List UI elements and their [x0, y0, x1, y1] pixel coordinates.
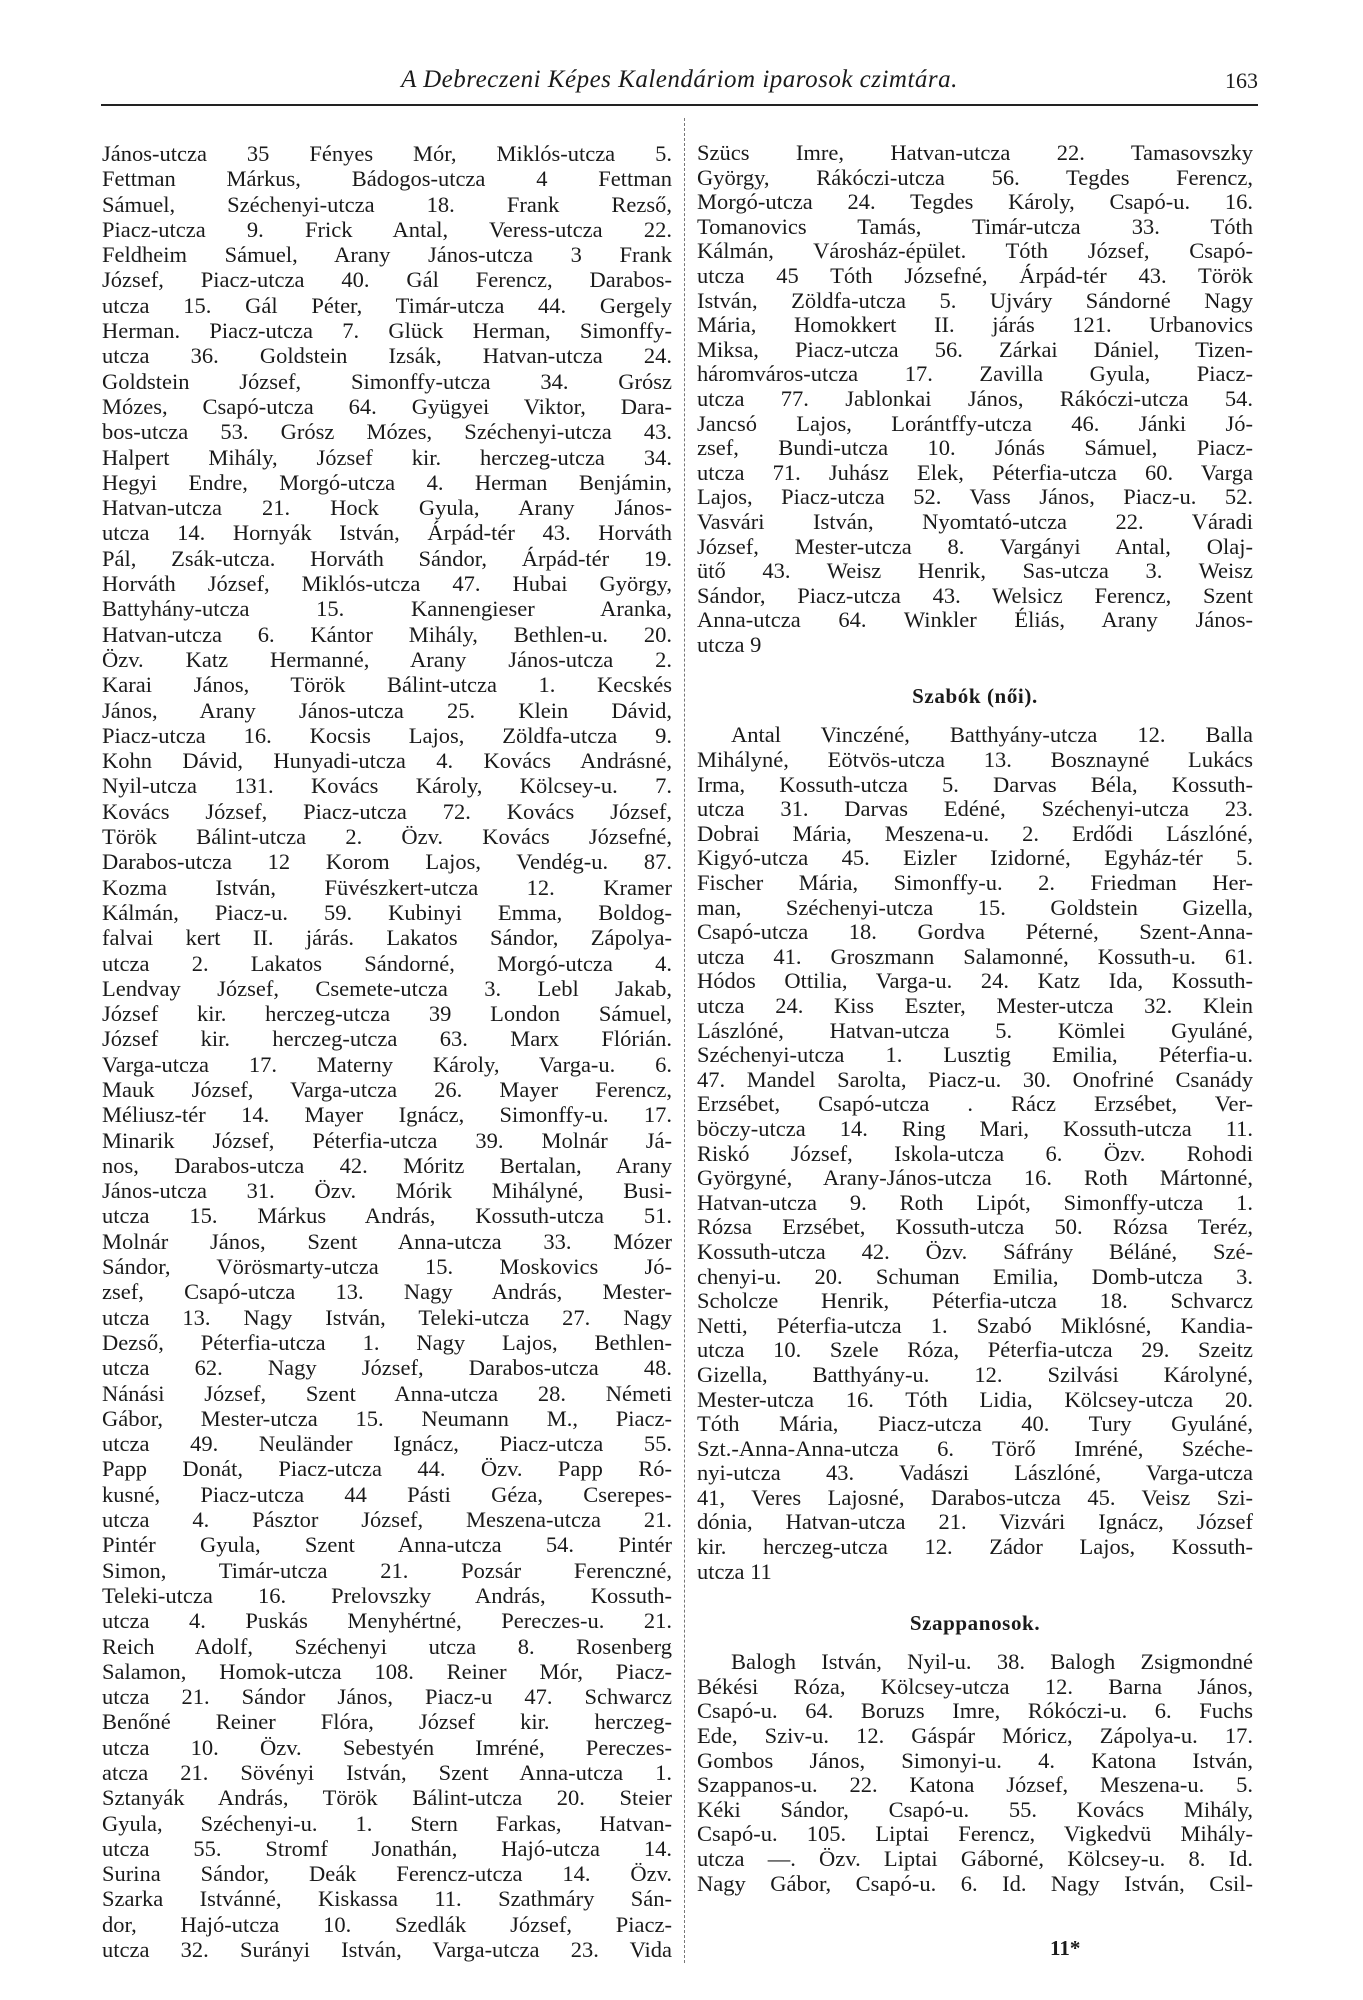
text-line: Molnár János, Szent Anna-utcza 33. Mózer: [102, 1228, 672, 1254]
text-line: Györgyné, Arany-János-utcza 16. Roth Mártonné,: [697, 1165, 1253, 1191]
text-line: Goldstein József, Simonffy-utcza 34. Grósz: [102, 368, 672, 394]
text-line: Scholcze Henrik, Péterfia-utcza 18. Schvarcz: [697, 1288, 1253, 1314]
text-line: Tóth Mária, Piacz-utcza 40. Tury Gyuláné,: [697, 1411, 1253, 1437]
text-line: Méliusz-tér 14. Mayer Ignácz, Simonffy-u. 17.: [102, 1102, 672, 1128]
text-line: Sztanyák András, Török Bálint-utcza 20. Steier: [102, 1785, 672, 1811]
text-line: József, Piacz-utcza 40. Gál Ferencz, Darabos-: [102, 267, 672, 293]
text-line: Lendvay József, Csemete-utcza 3. Lebl Jakab,: [102, 975, 672, 1001]
text-line: Csapó-u. 105. Liptai Ferencz, Vigkedvü Mihály-: [697, 1821, 1253, 1847]
text-line: chenyi-u. 20. Schuman Emilia, Domb-utcza 3.: [697, 1263, 1253, 1289]
text-line: Gábor, Mester-utcza 15. Neumann M., Piacz-: [102, 1405, 672, 1431]
text-line: Rózsa Erzsébet, Kossuth-utcza 50. Rózsa Teréz,: [697, 1214, 1253, 1240]
text-line: Lászlóné, Hatvan-utcza 5. Kömlei Gyuláné,: [697, 1017, 1253, 1043]
text-line: Békési Róza, Kölcsey-utcza 12. Barna János,: [697, 1673, 1253, 1699]
text-line: Hatvan-utcza 21. Hock Gyula, Arany János-: [102, 495, 672, 521]
column-divider: [684, 118, 685, 1963]
text-line: Teleki-utcza 16. Prelovszky András, Kossuth-: [102, 1582, 672, 1608]
text-line: Surina Sándor, Deák Ferencz-utcza 14. Özv.: [102, 1861, 672, 1887]
text-line: Kigyó-utcza 45. Eizler Izidorné, Egyház-tér 5.: [697, 845, 1253, 871]
text-line: Kálmán, Városház-épület. Tóth József, Csapó-: [697, 238, 1253, 264]
text-line: utcza 9: [697, 631, 762, 657]
text-line: Herman. Piacz-utcza 7. Glück Herman, Simonffy-: [102, 318, 672, 344]
text-line: Papp Donát, Piacz-utcza 44. Özv. Papp Ró-: [102, 1456, 672, 1482]
text-line: Török Bálint-utcza 2. Özv. Kovács Józsefné,: [102, 824, 672, 850]
text-line: utcza 32. Surányi István, Varga-utcza 23. Vida: [102, 1937, 672, 1963]
text-line: utcza 31. Darvas Edéné, Széchenyi-utcza 23.: [697, 796, 1253, 822]
text-line: Horváth József, Miklós-utcza 47. Hubai György,: [102, 571, 672, 597]
text-line: Pál, Zsák-utcza. Horváth Sándor, Árpád-tér 19.: [102, 545, 672, 571]
text-line: Ede, Sziv-u. 12. Gáspár Móricz, Zápolya-u. 17.: [697, 1723, 1253, 1749]
text-line: kusné, Piacz-utcza 44 Pásti Géza, Cserepes-: [102, 1481, 672, 1507]
signature-mark: 11*: [1050, 1936, 1081, 1960]
text-line: utcza 10. Özv. Sebestyén Imréné, Pereczes-: [102, 1734, 672, 1760]
text-line: utcza 15. Márkus András, Kossuth-utcza 51.: [102, 1203, 672, 1229]
text-line: Gombos János, Simonyi-u. 4. Katona István,: [697, 1747, 1253, 1773]
text-line: böczy-utcza 14. Ring Mari, Kossuth-utcza 11.: [697, 1115, 1253, 1141]
text-line: Fettman Márkus, Bádogos-utcza 4 Fettman: [102, 166, 672, 192]
text-line: utcza 15. Gál Péter, Timár-utcza 44. Gergely: [102, 292, 672, 318]
section-title-szabok: Szabók (női).: [912, 684, 1038, 709]
text-line: Mária, Homokkert II. járás 121. Urbanovics: [697, 312, 1253, 338]
text-line: utcza 4. Puskás Menyhértné, Pereczes-u. 21.: [102, 1608, 672, 1634]
section-szappanosok-entries: [697, 1650, 1253, 1896]
text-line: Netti, Péterfia-utcza 1. Szabó Miklósné, Kandia-: [697, 1312, 1253, 1338]
right-column: [697, 141, 1253, 1896]
text-line: Kovács József, Piacz-utcza 72. Kovács József,: [102, 798, 672, 824]
text-line: zsef, Csapó-utcza 13. Nagy András, Mester-: [102, 1279, 672, 1305]
text-line: József kir. herczeg-utcza 63. Marx Flórián.: [102, 1026, 672, 1052]
text-line: József kir. herczeg-utcza 39 London Sámuel,: [102, 1001, 672, 1027]
text-line: Szt.-Anna-Anna-utcza 6. Törő Imréné, Széche-: [697, 1435, 1253, 1461]
text-line: Dobrai Mária, Meszena-u. 2. Erdődi Lászlóné,: [697, 820, 1253, 846]
text-line: Özv. Katz Hermanné, Arany János-utcza 2.: [102, 646, 672, 672]
text-line: utcza 71. Juhász Elek, Péterfia-utcza 60. Varga: [697, 459, 1253, 485]
text-line: János-utcza 35 Fényes Mór, Miklós-utcza 5.: [102, 141, 672, 166]
text-line: utcza 41. Groszmann Salamonné, Kossuth-u. 61.: [697, 943, 1253, 969]
text-line: ütő 43. Weisz Henrik, Sas-utcza 3. Weisz: [697, 558, 1253, 584]
text-line: Nyil-utcza 131. Kovács Károly, Kölcsey-u. 7.: [102, 773, 672, 799]
text-line: Széchenyi-utcza 1. Lusztig Emilia, Péterfia-u.: [697, 1042, 1253, 1068]
text-line: Pintér Gyula, Szent Anna-utcza 54. Pintér: [102, 1532, 672, 1558]
text-line: János, Arany János-utcza 25. Klein Dávid,: [102, 697, 672, 723]
text-line: Benőné Reiner Flóra, József kir. herczeg-: [102, 1709, 672, 1735]
text-line: János-utcza 31. Özv. Mórik Mihályné, Busi-: [102, 1178, 672, 1204]
text-line: Lajos, Piacz-utcza 52. Vass János, Piacz-u. 52.: [697, 484, 1253, 510]
text-line: István, Zöldfa-utcza 5. Ujváry Sándorné Nagy: [697, 287, 1253, 313]
text-line: Miksa, Piacz-utcza 56. Zárkai Dániel, Tizen-: [697, 336, 1253, 362]
continued-entries: [697, 141, 1253, 657]
text-line: Kéki Sándor, Csapó-u. 55. Kovács Mihály,: [697, 1796, 1253, 1822]
text-line: nos, Darabos-utcza 42. Móritz Bertalan, Arany: [102, 1152, 672, 1178]
text-line: Gyula, Széchenyi-u. 1. Stern Farkas, Hatvan-: [102, 1810, 672, 1836]
text-line: Irma, Kossuth-utcza 5. Darvas Béla, Kossuth-: [697, 771, 1253, 797]
text-line: utcza 55. Stromf Jonathán, Hajó-utcza 14.: [102, 1835, 672, 1861]
text-line: Feldheim Sámuel, Arany János-utcza 3 Frank: [102, 242, 672, 268]
text-line: Mauk József, Varga-utcza 26. Mayer Ferencz,: [102, 1076, 672, 1102]
text-line: Nagy Gábor, Csapó-u. 6. Id. Nagy István, Csil-: [697, 1870, 1253, 1896]
text-line: Morgó-utcza 24. Tegdes Károly, Csapó-u. 16.: [697, 189, 1253, 215]
text-line: Reich Adolf, Széchenyi utcza 8. Rosenberg: [102, 1633, 672, 1659]
text-line: Mihályné, Eötvös-utcza 13. Bosznayné Lukács: [697, 747, 1253, 773]
text-line: atcza 21. Sövényi István, Szent Anna-utcza 1.: [102, 1760, 672, 1785]
text-line: Karai János, Török Bálint-utcza 1. Kecskés: [102, 672, 672, 698]
text-line: Hatvan-utcza 9. Roth Lipót, Simonffy-utcza 1.: [697, 1189, 1253, 1215]
page-number: 163: [1225, 68, 1258, 93]
text-line: Kálmán, Piacz-u. 59. Kubinyi Emma, Boldog-: [102, 899, 672, 925]
text-line: Sándor, Vörösmarty-utcza 15. Moskovics Jó-: [102, 1254, 672, 1280]
text-line: József, Mester-utcza 8. Vargányi Antal, Olaj-: [697, 533, 1253, 559]
text-line: Simon, Timár-utcza 21. Pozsár Ferenczné,: [102, 1557, 672, 1583]
text-line: dónia, Hatvan-utcza 21. Vizvári Ignácz, József: [697, 1509, 1253, 1535]
text-line: utcza 14. Hornyák István, Árpád-tér 43. Horváth: [102, 520, 672, 546]
text-line: utcza 2. Lakatos Sándorné, Morgó-utcza 4.: [102, 950, 672, 976]
text-line: utcza 36. Goldstein Izsák, Hatvan-utcza 24.: [102, 343, 672, 369]
running-title: A Debreczeni Képes Kalendáriom iparosok czimtára.: [401, 66, 958, 93]
text-line: Szücs Imre, Hatvan-utcza 22. Tamasovszky: [697, 140, 1253, 165]
text-line: Balogh István, Nyil-u. 38. Balogh Zsigmondné: [731, 1649, 1253, 1675]
text-line: Hódos Ottilia, Varga-u. 24. Katz Ida, Kossuth-: [697, 968, 1253, 994]
text-line: Fischer Mária, Simonffy-u. 2. Friedman Her-: [697, 870, 1253, 896]
section-title-szappanosok: Szappanosok.: [909, 1611, 1041, 1636]
text-line: utcza 77. Jablonkai János, Rákóczi-utcza 54.: [697, 385, 1253, 411]
left-column: [102, 141, 672, 1962]
text-line: utcza 13. Nagy István, Teleki-utcza 27. Nagy: [102, 1304, 672, 1330]
text-line: Kohn Dávid, Hunyadi-utcza 4. Kovács Andrásné,: [102, 748, 672, 774]
text-line: Kossuth-utcza 42. Özv. Sáfrány Béláné, Szé-: [697, 1238, 1253, 1264]
text-line: bos-utcza 53. Grósz Mózes, Széchenyi-utcza 43.: [102, 419, 672, 445]
text-line: háromváros-utcza 17. Zavilla Gyula, Piacz-: [697, 361, 1253, 387]
text-line: Szarka Istvánné, Kiskassa 11. Szathmáry Sán-: [102, 1886, 672, 1912]
text-line: Jancsó Lajos, Lorántffy-utcza 46. Jánki Jó-: [697, 410, 1253, 436]
text-line: Piacz-utcza 9. Frick Antal, Veress-utcza 22.: [102, 216, 672, 242]
text-line: Gizella, Batthyány-u. 12. Szilvási Károlyné,: [697, 1361, 1253, 1387]
text-line: 41, Veres Lajosné, Darabos-utcza 45. Veisz Szi-: [697, 1484, 1253, 1510]
section-szabok-entries: [697, 723, 1253, 1584]
text-line: utcza 4. Pásztor József, Meszena-utcza 21.: [102, 1507, 672, 1533]
text-line: Hegyi Endre, Morgó-utcza 4. Herman Benjámin,: [102, 469, 672, 495]
text-line: Csapó-u. 64. Boruzs Imre, Rókóczi-u. 6. Fuchs: [697, 1698, 1253, 1724]
text-line: Hatvan-utcza 6. Kántor Mihály, Bethlen-u. 20.: [102, 621, 672, 647]
text-line: Salamon, Homok-utcza 108. Reiner Mór, Piacz-: [102, 1658, 672, 1684]
text-line: man, Széchenyi-utcza 15. Goldstein Gizella,: [697, 894, 1253, 920]
running-header: [101, 66, 1258, 98]
text-line: Anna-utcza 64. Winkler Éliás, Arany János-: [697, 607, 1253, 633]
text-line: Vasvári István, Nyomtató-utcza 22. Váradi: [697, 508, 1253, 534]
text-line: utcza 45 Tóth Józsefné, Árpád-tér 43. Török: [697, 262, 1253, 288]
text-line: kir. herczeg-utcza 12. Zádor Lajos, Kossuth-: [697, 1534, 1253, 1560]
text-line: Antal Vinczéné, Batthyány-utcza 12. Balla: [731, 722, 1253, 748]
header-rule: [101, 104, 1258, 106]
text-line: Piacz-utcza 16. Kocsis Lajos, Zöldfa-utcza 9.: [102, 722, 672, 748]
text-line: Darabos-utcza 12 Korom Lajos, Vendég-u. 87.: [102, 849, 672, 875]
text-line: Battyhány-utcza 15. Kannengieser Aranka,: [102, 596, 672, 622]
text-line: falvai kert II. járás. Lakatos Sándor, Zápolya-: [102, 925, 672, 951]
text-line: Sámuel, Széchenyi-utcza 18. Frank Rezső,: [102, 191, 672, 217]
text-line: Mózes, Csapó-utcza 64. Gyügyei Viktor, Dara-: [102, 393, 672, 419]
text-line: Halpert Mihály, József kir. herczeg-utcza 34.: [102, 444, 672, 470]
text-line: Csapó-utcza 18. Gordva Péterné, Szent-Anna-: [697, 919, 1253, 945]
text-line: Szappanos-u. 22. Katona József, Meszena-u. 5.: [697, 1772, 1253, 1798]
text-line: utcza 49. Neuländer Ignácz, Piacz-utcza 55.: [102, 1431, 672, 1457]
text-line: Tomanovics Tamás, Timár-utcza 33. Tóth: [697, 213, 1253, 239]
text-line: utcza 62. Nagy József, Darabos-utcza 48.: [102, 1355, 672, 1381]
text-line: Minarik József, Péterfia-utcza 39. Molnár Já-: [102, 1127, 672, 1153]
text-line: zsef, Bundi-utcza 10. Jónás Sámuel, Piacz-: [697, 435, 1253, 461]
text-line: 47. Mandel Sarolta, Piacz-u. 30. Onofriné Csanády: [697, 1066, 1253, 1092]
text-line: Erzsébet, Csapó-utcza . Rácz Erzsébet, Ver-: [697, 1091, 1253, 1117]
text-line: utcza 24. Kiss Eszter, Mester-utcza 32. Klein: [697, 993, 1253, 1018]
text-line: utcza 10. Szele Róza, Péterfia-utcza 29. Szeitz: [697, 1337, 1253, 1363]
text-line: Sándor, Piacz-utcza 43. Welsicz Ferencz, Szent: [697, 582, 1253, 608]
text-line: nyi-utcza 43. Vadászi Lászlóné, Varga-utcza: [697, 1460, 1253, 1486]
text-line: Kozma István, Füvészkert-utcza 12. Kramer: [102, 874, 672, 900]
text-line: Dezső, Péterfia-utcza 1. Nagy Lajos, Bethlen-: [102, 1329, 672, 1355]
text-line: utcza 11: [697, 1558, 772, 1584]
text-line: utcza —. Özv. Liptai Gáborné, Kölcsey-u. 8. Id.: [697, 1846, 1253, 1871]
text-line: Riskó József, Iskola-utcza 6. Özv. Rohodi: [697, 1140, 1253, 1166]
text-line: Mester-utcza 16. Tóth Lidia, Kölcsey-utcza 20.: [697, 1386, 1253, 1412]
text-line: utcza 21. Sándor János, Piacz-u 47. Schwarcz: [102, 1684, 672, 1710]
text-line: Nánási József, Szent Anna-utcza 28. Németi: [102, 1380, 672, 1406]
text-line: Varga-utcza 17. Materny Károly, Varga-u. 6.: [102, 1051, 672, 1077]
text-line: György, Rákóczi-utcza 56. Tegdes Ferencz,: [697, 164, 1253, 190]
text-line: dor, Hajó-utcza 10. Szedlák József, Piacz-: [102, 1911, 672, 1937]
